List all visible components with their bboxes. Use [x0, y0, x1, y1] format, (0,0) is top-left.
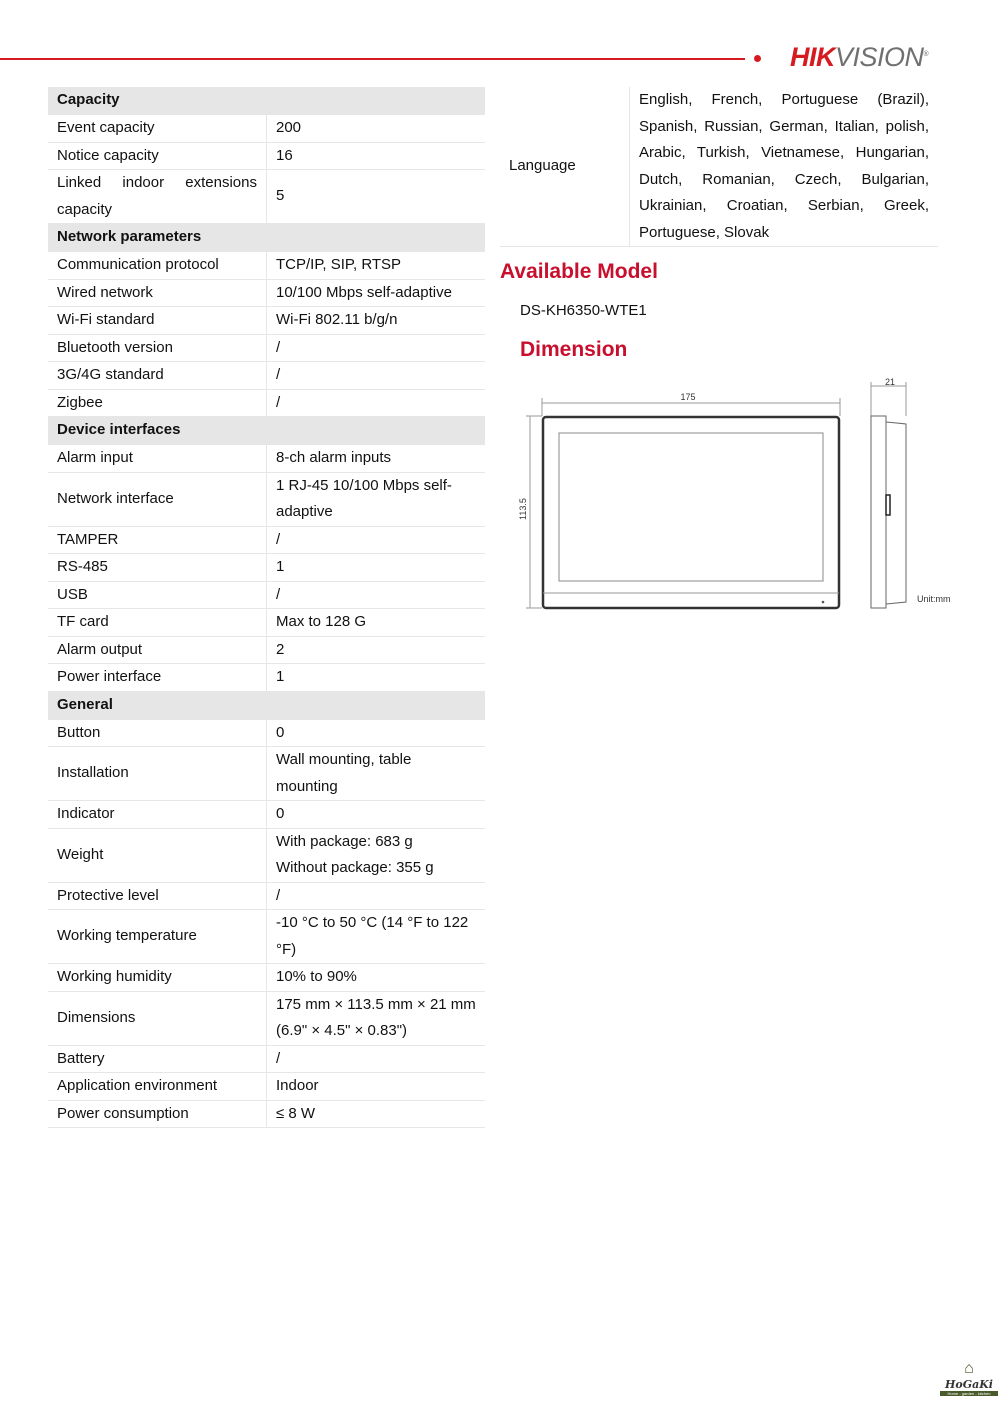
spec-value [267, 1045, 486, 1073]
spec-value [267, 581, 486, 609]
spec-value [267, 1073, 486, 1101]
spec-value [267, 334, 486, 362]
table-row [48, 362, 485, 390]
available-model-heading: Available Model [500, 260, 658, 283]
section-header [48, 417, 485, 445]
logo-gray: VISION [835, 42, 924, 72]
spec-table [48, 87, 485, 1128]
device-screen [559, 433, 823, 581]
watermark-name: HoGaKi [945, 1378, 993, 1391]
spec-label: RS-485 [48, 554, 267, 582]
dimension-heading: Dimension [520, 338, 628, 361]
table-row [48, 636, 485, 664]
table-row [48, 115, 485, 143]
spec-label: Protective level [48, 882, 267, 910]
table-row [48, 279, 485, 307]
spec-label: Power interface [48, 664, 267, 692]
spec-label: Alarm input [48, 445, 267, 473]
table-row [48, 170, 485, 224]
table-row [48, 252, 485, 280]
spec-value [267, 307, 486, 335]
spec-label: Wi-Fi standard [48, 307, 267, 335]
spec-label: Wired network [48, 279, 267, 307]
spec-value-line: 1 RJ-45 10/100 Mbps self-adaptive [276, 476, 452, 520]
spec-value-line: 200 [276, 119, 302, 136]
table-row [48, 307, 485, 335]
table-row [48, 1100, 485, 1128]
dimension-drawing [500, 370, 970, 620]
spec-label: Working humidity [48, 964, 267, 992]
spec-value [267, 362, 486, 390]
section-header [48, 224, 485, 252]
section-title: General [48, 691, 485, 719]
spec-value-line: / [276, 530, 281, 548]
spec-value-line: 8-ch alarm inputs [276, 449, 392, 466]
house-leaf-icon: ⌂ [964, 1360, 974, 1377]
spec-value-line: 16 [276, 146, 293, 164]
device-side [871, 416, 886, 608]
section-header [48, 87, 485, 115]
spec-label: Notice capacity [48, 142, 267, 170]
table-row [48, 389, 485, 417]
table-row [48, 472, 485, 526]
header-dot [754, 55, 761, 62]
spec-value-line: With package: 683 g [276, 832, 413, 850]
spec-value [267, 636, 486, 664]
spec-value [267, 1100, 486, 1128]
table-row [48, 964, 485, 992]
spec-value-line: 1 [276, 668, 285, 685]
spec-label: Linked indoor extensions capacity [48, 170, 267, 224]
spec-value-line: / [276, 366, 281, 383]
spec-value-line: 5 [276, 187, 285, 205]
watermark-tagline: Home - garden - kitchen [940, 1391, 998, 1396]
table-row [48, 664, 485, 692]
table-row [48, 747, 485, 801]
table-row [48, 828, 485, 882]
spec-value-line: 0 [276, 723, 285, 741]
spec-label: Alarm output [48, 636, 267, 664]
table-row [48, 1073, 485, 1101]
spec-value [267, 801, 486, 829]
height-label: 113.5 [518, 498, 528, 520]
spec-value-line: 175 mm × 113.5 mm × 21 mm (6.9" × 4.5" × 0.83") [276, 995, 476, 1039]
section-title: Capacity [48, 87, 485, 115]
header-rule [0, 58, 745, 60]
spec-value [267, 389, 486, 417]
spec-value [267, 142, 486, 170]
spec-value [267, 910, 486, 964]
spec-value-line: Wi-Fi 802.11 b/g/n [276, 311, 398, 328]
spec-label: Dimensions [48, 991, 267, 1045]
spec-value [267, 828, 486, 882]
spec-label: Language [500, 87, 630, 247]
table-row [48, 801, 485, 829]
spec-value-line: Indoor [276, 1077, 319, 1094]
width-label: 175 [680, 392, 696, 402]
spec-value-line: Max to 128 G [276, 613, 367, 630]
spec-value [267, 472, 486, 526]
table-row [500, 87, 938, 247]
spec-value [267, 115, 486, 143]
table-row [48, 445, 485, 473]
table-row [48, 910, 485, 964]
spec-value [267, 882, 486, 910]
spec-label: TF card [48, 609, 267, 637]
spec-value [267, 279, 486, 307]
spec-label: Event capacity [48, 115, 267, 143]
spec-label: TAMPER [48, 526, 267, 554]
spec-value-line: 2 [276, 640, 285, 658]
spec-label: USB [48, 581, 267, 609]
hogaki-watermark [940, 1360, 998, 1396]
device-front [543, 417, 839, 608]
spec-label: 3G/4G standard [48, 362, 267, 390]
spec-value-line: / [276, 393, 281, 411]
section-title: Device interfaces [48, 417, 485, 445]
spec-value [267, 252, 486, 280]
section-title: Network parameters [48, 224, 485, 252]
table-row [48, 554, 485, 582]
model-number: DS-KH6350-WTE1 [520, 302, 647, 319]
table-row [48, 609, 485, 637]
spec-label: Network interface [48, 472, 267, 526]
spec-label: Zigbee [48, 389, 267, 417]
spec-value [267, 170, 486, 224]
spec-value-line: 1 [276, 558, 285, 575]
language-table [500, 87, 938, 247]
spec-value [267, 609, 486, 637]
spec-value [267, 719, 486, 747]
hikvision-logo: HIKVISION® [790, 42, 929, 72]
spec-value [267, 991, 486, 1045]
logo-red: HIK [790, 42, 835, 72]
spec-label: Battery [48, 1045, 267, 1073]
table-row [48, 1045, 485, 1073]
spec-label: Indicator [48, 801, 267, 829]
spec-value [267, 964, 486, 992]
table-row [48, 526, 485, 554]
spec-label: Communication protocol [48, 252, 267, 280]
spec-value-line: 10/100 Mbps self-adaptive [276, 283, 452, 301]
spec-label: Weight [48, 828, 267, 882]
table-row [48, 991, 485, 1045]
spec-label: Working temperature [48, 910, 267, 964]
spec-value [267, 747, 486, 801]
unit-label: Unit:mm [917, 594, 951, 604]
spec-value [267, 526, 486, 554]
section-header [48, 691, 485, 719]
spec-value [267, 554, 486, 582]
spec-value-line: TCP/IP, SIP, RTSP [276, 256, 402, 273]
spec-label: Installation [48, 747, 267, 801]
spec-value-line: / [276, 338, 281, 356]
spec-value: English, French, Portuguese (Brazil), Spanish, Russian, German, Italian, polish, Arabic, Turkish, Vietnamese, Hungarian, Dutch, Romanian, Czech, Bulgarian, Ukrainian, Croatian, Serbian, Greek, Portuguese, Slovak [630, 87, 939, 247]
spec-label: Button [48, 719, 267, 747]
spec-value-line: Wall mounting, table mounting [276, 751, 412, 795]
spec-label: Power consumption [48, 1100, 267, 1128]
spec-value-line: / [276, 886, 281, 904]
spec-value [267, 445, 486, 473]
table-row [48, 719, 485, 747]
spec-value [267, 664, 486, 692]
spec-value-line: / [276, 585, 281, 603]
spec-value-line: 0 [276, 805, 285, 822]
table-row [48, 882, 485, 910]
depth-label: 21 [884, 377, 896, 387]
table-row [48, 334, 485, 362]
spec-value-line: 10% to 90% [276, 968, 357, 985]
spec-value-line: -10 °C to 50 °C (14 °F to 122 °F) [276, 914, 469, 958]
table-row [48, 581, 485, 609]
spec-label: Bluetooth version [48, 334, 267, 362]
spec-label: Application environment [48, 1073, 267, 1101]
spec-value-line: / [276, 1049, 281, 1067]
spec-value-line: Without package: 355 g [276, 859, 434, 876]
table-row [48, 142, 485, 170]
spec-value-line: ≤ 8 W [276, 1104, 316, 1122]
